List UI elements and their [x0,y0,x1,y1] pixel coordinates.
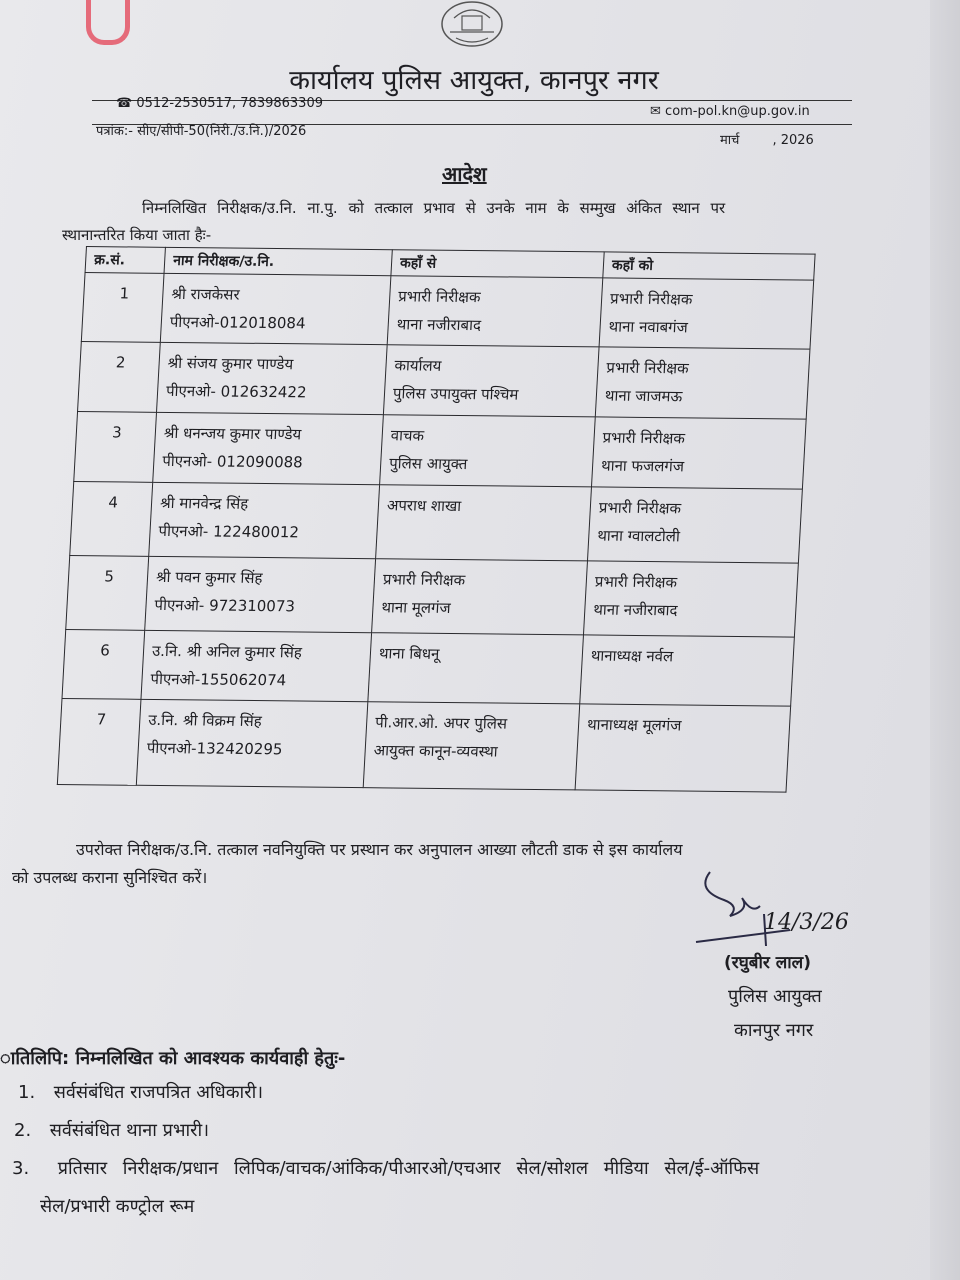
cell-name [157,342,388,414]
cell-to-line: प्रभारी निरीक्षक [605,358,690,378]
cell-to-line: थाना नवाबगंज [608,317,689,337]
cell-name-line: श्री मानवेन्द्र सिंह [159,493,249,513]
cell-name-line: पीएनओ- 012632422 [165,381,308,402]
cell-from-line: पुलिस उपायुक्त पश्चिम [392,384,519,404]
transfer-table [57,246,816,793]
cell-sno-line: 3 [111,423,123,442]
email-address: com-pol.kn@up.gov.in [665,104,810,119]
cell-from-line: पी.आर.ओ. अपर पुलिस [374,713,508,733]
cell-name-line: पीएनओ- 012090088 [161,451,304,472]
cell-from [363,702,580,790]
copy-item-text: सर्वसंबंधित थाना प्रभारी। [49,1120,210,1141]
cell-to [591,417,806,489]
cell-from [387,276,603,347]
cell-from-line: थाना बिधनू [378,644,440,663]
phone-line [116,96,323,111]
cell-to [575,704,791,792]
cell-from [368,633,584,704]
phone-icon: ☎ [116,96,133,111]
cell-name-line: श्री संजय कुमार पाण्डेय [167,353,294,374]
cell-to [580,635,795,706]
cell-sno-line: 6 [99,641,111,660]
cell-name [141,630,372,701]
cell-from [383,345,599,417]
copy-item [12,1156,922,1180]
cell-name-line: पीएनओ- 972310073 [154,595,296,616]
intro-line-2: स्थानान्तरित किया जाता हैः- [62,226,212,244]
paper-clip [86,0,130,45]
office-title: कार्यालय पुलिस आयुक्त, कानपुर नगर [289,65,659,96]
transfer-table-wrapper [57,246,816,793]
header-to: कहॉं को [603,252,815,280]
table-row [74,411,806,489]
cell-sno-line: 5 [103,567,115,586]
copy-item-number: 1. [18,1082,36,1103]
cell-to-line: थाना जाजमऊ [604,386,683,406]
cell-to [599,278,814,349]
table-row [66,555,799,637]
cell-from [380,415,596,487]
cell-to [595,347,810,419]
cell-sno-line: 4 [107,493,119,512]
cell-to-line: थानाध्यक्ष मूलगंज [586,715,682,735]
cell-name-line: पीएनओ-012018084 [169,312,307,333]
cell-sno-line: 1 [119,284,130,303]
intro-line-1: निम्नलिखित निरीक्षक/उ.नि. ना.पु. को तत्काल प्रभाव से उनके नाम के सम्मुख अंकित स्थान पर [142,199,726,217]
copy-item-continuation: सेल/प्रभारी कण्ट्रोल रूम [40,1196,195,1217]
cell-to-line: थानाध्यक्ष नर्वल [590,646,674,666]
cell-to-line: थाना नजीराबाद [592,600,679,620]
cell-from-line: प्रभारी निरीक्षक [382,570,466,590]
cell-name [153,412,384,484]
cell-from-line: अपराध शाखा [386,496,462,516]
table-row [81,273,813,350]
cell-name-line: पीएनओ-155062074 [150,669,287,690]
cell-from-line: प्रभारी निरीक्षक [397,287,482,307]
cell-name-line: श्री पवन कुमार सिंह [155,567,264,588]
table-row [70,481,803,563]
order-title: आदेश [442,162,487,186]
phone-number: 0512-2530517, 7839863309 [136,96,323,111]
copy-item-text: सर्वसंबंधित राजपत्रित अधिकारी। [53,1082,264,1103]
cell-to-line: प्रभारी निरीक्षक [602,428,686,448]
cell-name-line: श्री राजकेसर [170,284,241,304]
cell-name-line: श्री धनन्जय कुमार पाण्डेय [163,423,302,444]
cell-from [372,559,588,635]
cell-sno [66,555,149,630]
envelope-icon: ✉ [650,104,661,119]
cell-to-line: प्रभारी निरीक्षक [594,572,678,592]
cell-from [376,485,592,561]
header-sno: क्र.सं. [85,247,165,274]
cell-name-line: उ.नि. श्री अनिल कुमार सिंह [151,641,303,662]
cell-to-line: थाना ग्वालटोली [596,526,681,546]
table-row [57,698,790,792]
copy-item-number: 3. [12,1158,30,1179]
cell-name-line: उ.नि. श्री विक्रम सिंह [147,710,263,731]
cell-from-line: थाना नजीराबाद [396,315,482,335]
cell-sno-line: 2 [115,353,126,372]
cell-from-line: पुलिस आयुक्त [388,454,468,474]
cell-to-line: प्रभारी निरीक्षक [598,498,682,518]
cell-from-line: आयुक्त कानून-व्यवस्था [373,741,499,761]
copy-item-number: 2. [14,1120,32,1141]
cell-to [583,561,798,637]
cell-sno [78,342,161,413]
cell-name-line: पीएनओ-132420295 [146,738,283,759]
header-name: नाम निरीक्षक/उ.नि. [164,247,392,275]
cell-sno-line: 7 [96,710,107,729]
table-row [78,342,810,420]
cell-from-line: थाना मूलगंज [380,598,452,618]
cell-sno [74,411,157,482]
copy-item [14,1118,209,1142]
cell-name-line: पीएनओ- 122480012 [158,521,300,542]
copy-heading: ातिलिपि: निम्नलिखित को आवश्यक कार्यवाही हेतुः- [0,1048,346,1069]
cell-sno [70,481,153,556]
cell-from-line: कार्यालय [394,356,442,375]
signatory-place: कानपुर नगर [734,1020,814,1041]
cell-sno [81,273,164,343]
cell-name [145,556,376,632]
cell-to [587,487,802,563]
email-line [650,104,810,119]
cell-sno [62,629,145,699]
signatory-designation: पुलिस आयुक्त [728,986,822,1007]
cell-name [149,482,380,558]
cell-to-line: थाना फजलगंज [600,456,685,476]
page-edge [930,0,960,1280]
cell-from-line: वाचक [390,426,425,445]
copy-item-text: प्रतिसार निरीक्षक/प्रधान लिपिक/वाचक/आंकिक/पीआरओ/एचआर सेल/सोशल मीडिया सेल/ई-ऑफिस [57,1158,760,1179]
header-from: कहॉं से [391,250,604,278]
cell-name [136,699,368,787]
instruction-line-1: उपरोक्त निरीक्षक/उ.नि. तत्काल नवनियुक्ति पर प्रस्थान कर अनुपालन आख्या लौटती डाक से इस कार्यालय [76,840,683,859]
instruction-line-2: को उपलब्ध कराना सुनिश्चित करें। [12,868,208,887]
signature-date: 14/3/26 [764,910,849,935]
police-emblem [432,0,512,50]
cell-name [160,273,391,344]
cell-sno [57,698,141,785]
cell-to-line: प्रभारी निरीक्षक [609,289,693,309]
table-row [62,629,794,706]
document-date: मार्च , 2026 [720,133,814,148]
signatory-name: (रघुबीर लाल) [724,953,811,973]
copy-item [18,1080,263,1104]
reference-number: पत्रांक:- सीए/सीपी-50(निरी./उ.नि.)/2026 [96,124,307,139]
